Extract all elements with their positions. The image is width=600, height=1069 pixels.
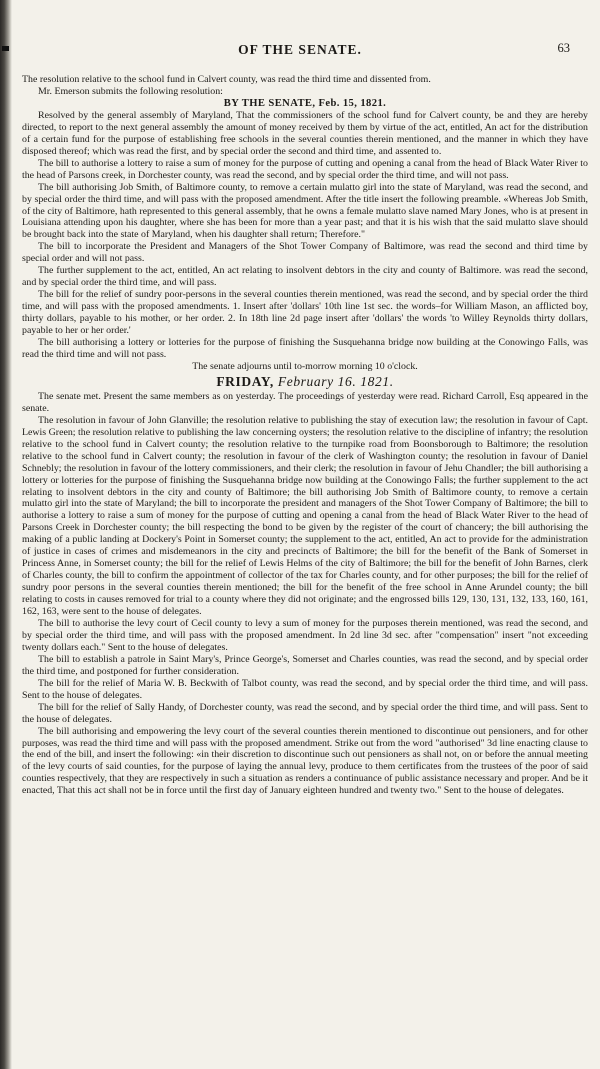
paragraph-insolvent-debtors: The further supplement to the act, entitled, An act relating to insolvent debtors in the city and county of Baltimore. was read the second, and by special order the third time, and will pass. (22, 265, 588, 289)
paragraph-lottery-canal: The bill to authorise a lottery to raise a sum of money for the purpose of cutting and opening a canal from the head of Black Water River to the head of Parsons creek, in Dorchester county, was read the second, and by special order the third time, and will not pass. (22, 157, 588, 181)
journal-text (22, 74, 588, 1059)
paragraph-resolutions-list: The resolution in favour of John Glanville; the resolution relative to publishing the stay of execution law; the resolution in favour of Capt. Lewis Green; the resolution relative to publishing the law concerning oysters; the resolution relative to the discipline of infantry; the resolution relative to the school fund in Calvert county; the resolution relative to the turnpike road from Boonsborough to Baltimore; the resolution relative to the school fund in Calvert county; the resolution in favour of the clerk of Washington county; the resolution in favour of Daniel Schnebly; the resolution in favour of the lottery commissioners, and their clerk; the resolution in favour of Jehu Chandler; the bill authorising a lottery or lotteries for the purpose of finishing the Susquehanna bridge now building at the Conowingo Falls; the further supplement to the act relating to insolvent debtors in the city and county of Baltimore; the bill authorising Job Smith of Baltimore county, to remove a certain mulatto girl into the state of Maryland; the bill to incorporate the president and managers of the Shot Tower Company of Baltimore; the bill to authorise a lottery to raise a sum of money for the purpose of cutting and opening a canal from the head of Black Water River to the head of Parsons Creek in Dorchester county; the bill respecting the bond to be given by the register of the court of chancery; the bill authorising the making of a public landing at Dockery's Point in Somerset county; the supplement to the act, entitled, An act to provide for the administration of justice in cases of crimes and misdemeanors in the city and precincts of Baltimore; the bill for the benefit of the Bank of Somerset in Princess Anne, in Somerset county; the bill for the relief of Lewis Helms of the city of Baltimore; the bill for the benefit of John Barnes, clerk of Charles county, the bill to confirm the appointment of collector of the tax for Charles county, and for other purposes; the bill for the relief of sundry poor persons in the several counties therein mentioned; the bill for the benefit of the free school in Anne Arundel county; the bill relating to costs in causes removed for trial to a county where they did not originate; and the engrossed bills 129, 130, 131, 132, 133, 160, 161, 162, 163, were sent to the house of delegates. (22, 414, 588, 618)
page-title: OF THE SENATE. (238, 42, 362, 57)
paragraph-school-fund-dissented: The resolution relative to the school fund in Calvert county, was read the third time and dissented from. (22, 74, 431, 85)
paragraph-shot-tower: The bill to incorporate the President and Managers of the Shot Tower Company of Baltimore, was read the second and third time by special order and will not pass. (22, 241, 588, 265)
paragraph-senate-met: The senate met. Present the same members as on yesterday. The proceedings of yesterday were read. Richard Carroll, Esq appeared in the senate. (22, 390, 588, 414)
day-name: FRIDAY, (216, 373, 274, 389)
paragraph-beckwith: The bill for the relief of Maria W. B. Beckwith of Talbot county, was read the second, and by special order the third time, and will pass. Sent to the house of delegates. (22, 677, 588, 701)
paragraph-cecil-county: The bill to authorise the levy court of Cecil county to levy a sum of money for the purposes therein mentioned, was read the second, and by special order the third time, and will pass with the proposed amendment. In 2d line 3d sec. after "compensation" insert "not exceeding twenty dollars each." Sent to the house of delegates. (22, 617, 588, 653)
paragraph-patrole: The bill to establish a patrole in Saint Mary's, Prince George's, Somerset and Charles counties, was read the second, and by special order the third time, and postponed for further consideration. (22, 653, 588, 677)
paragraph-poor-persons: The bill for the relief of sundry poor-persons in the several counties therein mentioned, was read the second, and by special order the third time, and will pass with the proposed amendments. 1. Insert after 'dollars' 10th line 1st sec. the words–for William Mason, an afflicted boy, thirty dollars, payable to his mother, or her order. 2. In 18th line 2d page insert after 'dollars' the words 'to Willey Reynolds thirty dollars, payable to her or her order.' (22, 289, 588, 337)
paragraph-emerson-resolution: Mr. Emerson submits the following resolution: (38, 85, 223, 97)
heading-friday (22, 374, 588, 389)
paragraph-sally-handy: The bill for the relief of Sally Handy, of Dorchester county, was read the second, and by special order the third time, and will pass. Sent to the house of delegates. (22, 701, 588, 725)
paragraph-resolved-school-fund: Resolved by the general assembly of Maryland, That the commissioners of the school fund for Calvert county, be and they are hereby directed, to report to the next general assembly the amount of money received by them by virtue of the act, entitled, An act for the distribution of a certain fund for the purpose of establishing free schools in the several counties therein mentioned, and the manner in which they have disposed thereof; which was read the first, and by special order the second and third time, and assented to. (22, 109, 588, 157)
paragraph-susquehanna-bridge: The bill authorising a lottery or lotteries for the purpose of finishing the Susquehanna bridge now building at the Conowingo Falls, was read the third time and will not pass. (22, 337, 588, 360)
page-number: 63 (557, 41, 570, 55)
paragraph-out-pensioners: The bill authorising and empowering the levy court of the several counties therein mentioned to discontinue out pensioners, and for other purposes, was read the third time and will pass with the proposed amendment. Strike out from the word "authorised" 3d line enacting clause to the end of the bill, and insert the following: «in their discretion to discontinue such out pensioners as shall not, on or before the annual meeting of the levy courts of said counties, for the purpose of laying the annual levy, produce to them certificates from the trustees of the poor of said counties respectively, that they are respectively in such a situation as renders a continuance of public assistance necessary and proper. And be it enacted, That this act shall not be in force until the first day of January eighteen hundred and twenty two." Sent to the house of delegates. (22, 725, 588, 797)
page-binding-edge (0, 0, 12, 1069)
day-date: February 16. 1821. (277, 373, 394, 389)
page-header (0, 38, 600, 64)
adjournment-note: The senate adjourns until to-morrow morning 10 o'clock. (192, 360, 418, 372)
heading-senate-feb-15: BY THE SENATE, Feb. 15, 1821. (223, 97, 387, 109)
paragraph-job-smith: The bill authorising Job Smith, of Baltimore county, to remove a certain mulatto girl into the state of Maryland, was read the second, and by special order the third time, and will pass with the proposed amendment. After the title insert the following preamble. «Whereas Job Smith, of the city of Baltimore, hath represented to this general assembly, that he owns a female mulatto slave named Mary Jones, who is at present in Louisiana attending upon his daughter, where she has been for more than a year past; and that it is his wish that the said mulatto slave should be brought back into the state of Maryland, when his daughter shall return; Therefore." (22, 181, 588, 241)
